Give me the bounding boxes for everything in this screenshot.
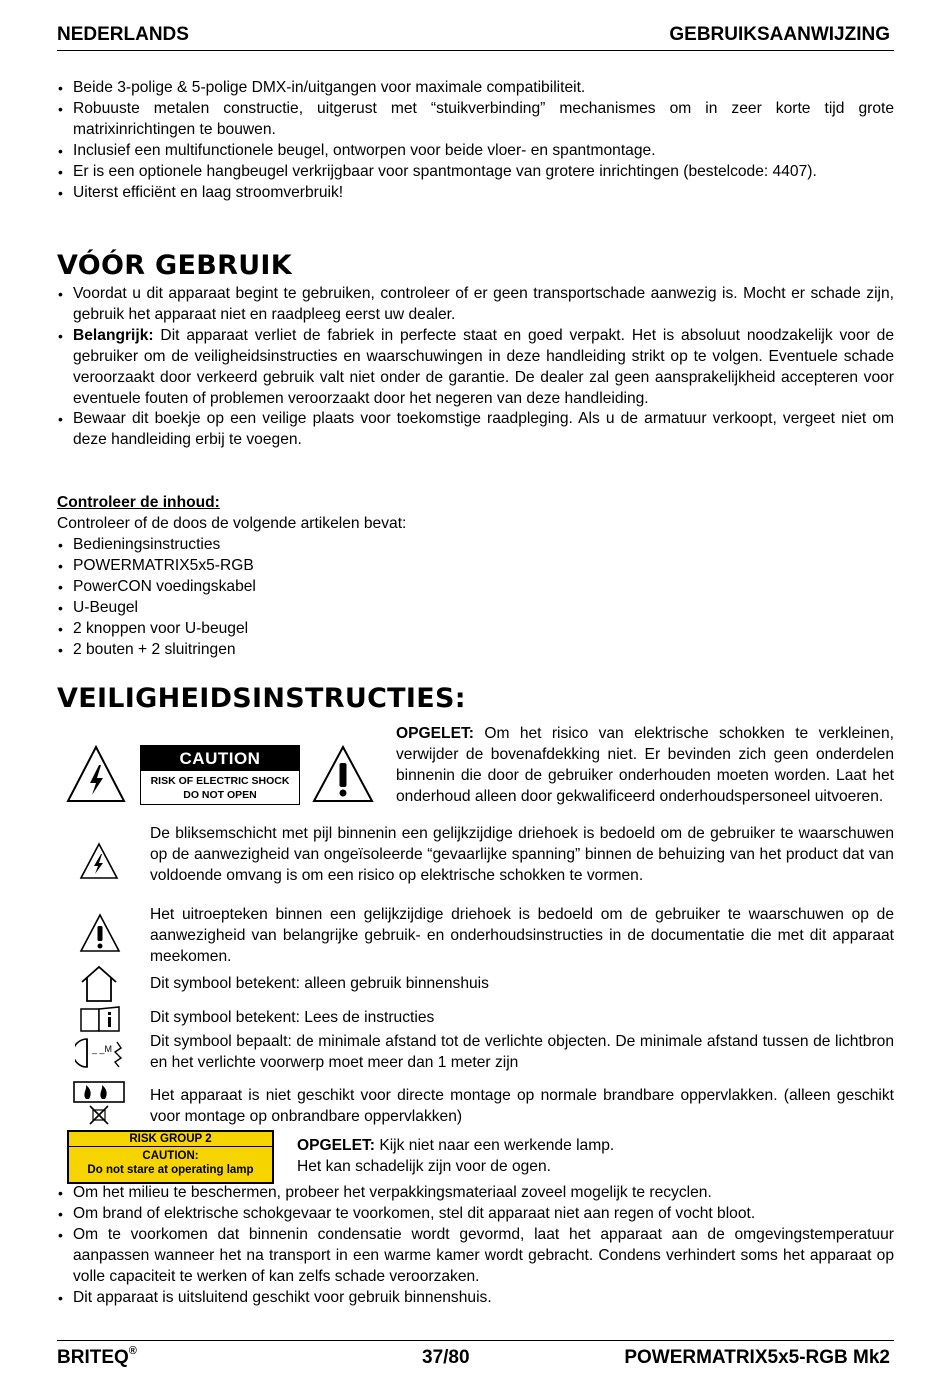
caution-label bbox=[140, 745, 300, 805]
registered-mark: ® bbox=[128, 1345, 137, 1357]
exclamation-description: Het uitroepteken binnen een gelijkzijdige driehoek is bedoeld om de gebruiker te waarschuwen op de aanwezigheid van belangrijke gebruik- en onderhoudsinstructies in de documentatie die met dit apparaat meekomen. bbox=[150, 906, 894, 965]
header-language: NEDERLANDS bbox=[57, 24, 189, 45]
list-item: • Inclusief een multifunctionele beugel, ontworpen voor beide vloer- en spantmontage. bbox=[57, 141, 894, 162]
contents-heading: Controleer de inhoud: bbox=[57, 494, 220, 511]
opgelet-paragraph bbox=[396, 724, 894, 808]
caution-title: CAUTION bbox=[141, 746, 299, 771]
risk-stare: Do not stare at operating lamp bbox=[87, 1164, 254, 1176]
risk-group-title: RISK GROUP 2 bbox=[69, 1132, 272, 1147]
contents-intro: Controleer of de doos de volgende artikelen bevat: bbox=[57, 515, 407, 532]
list-item: • Voordat u dit apparaat begint te gebruiken, controleer of er geen transportschade aanwezig is. Mocht er schade zijn, gebruik het apparaat niet en raadpleeg eerst uw dealer. bbox=[57, 284, 894, 326]
lamp-warning-line-1 bbox=[297, 1136, 614, 1157]
section-title-safety: VEILIGHEIDSINSTRUCTIES: bbox=[57, 683, 466, 714]
list-item: • 2 bouten + 2 sluitringen bbox=[57, 640, 894, 661]
read-instructions-icon bbox=[79, 1005, 121, 1033]
before-use-list bbox=[57, 284, 894, 451]
list-item: • Om te voorkomen dat binnenin condensatie wordt gevormd, laat het apparaat aan de omgevingstemperatuur aanpassen wanneer het na transport in een warme kamer wordt gebracht. Condens verhindert soms het apparaat op volle capaciteit te werken of kan zelfs schade veroorzaken. bbox=[57, 1225, 894, 1288]
lightning-symbol-icon bbox=[79, 842, 119, 880]
header-title: GEBRUIKSAANWIJZING bbox=[669, 24, 890, 45]
section-title-before-use: VÓÓR GEBRUIK bbox=[57, 250, 292, 281]
opgelet-label: OPGELET: bbox=[396, 725, 474, 742]
lightning-triangle-icon bbox=[66, 745, 126, 803]
not-flammable-surface-icon bbox=[72, 1080, 126, 1126]
distance-description: Dit symbool bepaalt: de minimale afstand tot de verlichte objecten. De minimale afstand tussen de lichtbron en het verlichte voorwerp moet meer dan 1 meter zijn bbox=[150, 1033, 894, 1071]
list-item: • 2 knoppen voor U-beugel bbox=[57, 619, 894, 640]
list-item: • Robuuste metalen constructie, uitgerust met “stuikverbinding” mechanismes om in zeer korte tijd grote matrixinrichtingen te bouwen. bbox=[57, 99, 894, 141]
flammable-description: Het apparaat is niet geschikt voor directe montage op normale brandbare oppervlakken. (alleen geschikt voor montage op onbrandbare oppervlakken) bbox=[150, 1087, 894, 1125]
list-item: • PowerCON voedingskabel bbox=[57, 577, 894, 598]
house-icon bbox=[79, 964, 119, 1004]
page-header bbox=[57, 22, 894, 51]
list-item: • Dit apparaat is uitsluitend geschikt voor gebruik binnenshuis. bbox=[57, 1288, 894, 1309]
caution-line-1: RISK OF ELECTRIC SHOCK bbox=[150, 775, 290, 787]
lightning-description: De bliksemschicht met pijl binnenin een gelijkzijdige driehoek is bedoeld om de gebruiker te waarschuwen op de aanwezigheid van ongeïsoleerde “gevaarlijke spanning” binnen de behuizing van het product dat van voldoende omvang is om een risico op elektrische schokken te vormen. bbox=[150, 825, 894, 884]
list-item: • Om brand of elektrische schokgevaar te voorkomen, stel dit apparaat niet aan regen of vocht bloot. bbox=[57, 1204, 894, 1225]
distance-label: _ _M bbox=[92, 1044, 113, 1054]
important-label: Belangrijk: bbox=[73, 326, 154, 344]
footer-brand: BRITEQ® bbox=[57, 1345, 137, 1368]
safety-list bbox=[57, 1183, 894, 1308]
page-footer bbox=[57, 1340, 894, 1373]
read-description: Dit symbool betekent: Lees de instructies bbox=[150, 1009, 435, 1026]
exclamation-triangle-icon bbox=[312, 745, 374, 803]
page-number: 37/80 bbox=[422, 1347, 470, 1368]
list-item: • Bedieningsinstructies bbox=[57, 535, 894, 556]
exclamation-symbol-icon bbox=[79, 913, 121, 953]
opgelet-text: Om het risico van elektrische schokken te verkleinen, verwijder de bovenafdekking niet. Er bevinden zich geen onderdelen binnenin die door de gebruiker onderhouden moeten worden. Laat het onderhoud alleen door gekwalificeerd onderhoudspersoneel uitvoeren. bbox=[396, 725, 894, 805]
list-item bbox=[57, 326, 894, 410]
indoor-description: Dit symbool betekent: alleen gebruik binnenshuis bbox=[150, 975, 489, 992]
lamp-warning-line-2: Het kan schadelijk zijn voor de ogen. bbox=[297, 1158, 551, 1175]
list-item: • Beide 3-polige & 5-polige DMX-in/uitgangen voor maximale compatibiliteit. bbox=[57, 78, 894, 99]
list-item: • Uiterst efficiënt en laag stroomverbruik! bbox=[57, 183, 894, 204]
important-text: Dit apparaat verliet de fabriek in perfecte staat en goed verpakt. Het is absoluut noodzakelijk voor de gebruiker om de veiligheidsinstructies en waarschuwingen in deze handleiding strikt op te volgen. Eventuele schade veroorzaakt door verkeerd gebruik valt niet onder de garantie. De dealer zal geen aansprakelijkheid accepteren voor eventuele fouten of problemen veroorzaakt door het negeren van deze handleiding. bbox=[73, 326, 894, 407]
list-item: • Er is een optionele hangbeugel verkrijgbaar voor spantmontage van grotere inrichtingen (bestelcode: 4407). bbox=[57, 162, 894, 183]
risk-group-label bbox=[67, 1130, 274, 1184]
caution-line-2: DO NOT OPEN bbox=[183, 789, 257, 801]
contents-list bbox=[57, 535, 894, 660]
list-item: • Om het milieu te beschermen, probeer het verpakkingsmateriaal zoveel mogelijk te recyclen. bbox=[57, 1183, 894, 1204]
footer-model: POWERMATRIX5x5-RGB Mk2 bbox=[624, 1347, 890, 1368]
list-item: • U-Beugel bbox=[57, 598, 894, 619]
risk-caution: CAUTION: bbox=[142, 1150, 199, 1162]
feature-list bbox=[57, 78, 894, 203]
lamp-opgelet-label: OPGELET: bbox=[297, 1137, 375, 1154]
list-item: • POWERMATRIX5x5-RGB bbox=[57, 556, 894, 577]
lamp-text-1: Kijk niet naar een werkende lamp. bbox=[374, 1137, 615, 1154]
list-item: • Bewaar dit boekje op een veilige plaats voor toekomstige raadpleging. Als u de armatuur verkoopt, vergeet niet om deze handleiding erbij te voegen. bbox=[57, 409, 894, 451]
